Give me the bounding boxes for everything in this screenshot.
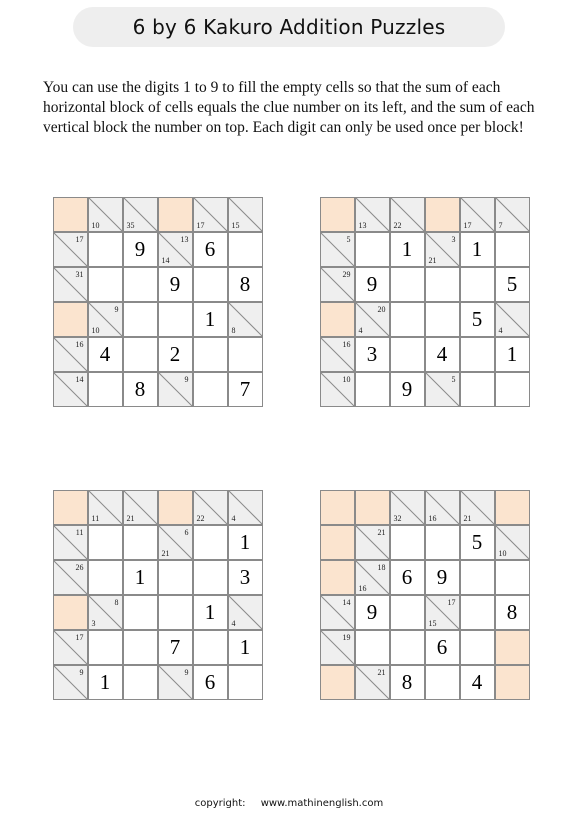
clue-cell	[320, 267, 355, 302]
entry-cell[interactable]	[460, 525, 495, 560]
down-clue: 21	[126, 513, 135, 523]
given-digit: 1	[134, 564, 146, 589]
down-clue: 15	[428, 618, 437, 628]
down-clue: 22	[196, 513, 205, 523]
entry-cell[interactable]	[355, 372, 390, 407]
entry-cell[interactable]	[158, 337, 193, 372]
entry-cell[interactable]	[88, 337, 123, 372]
kakuro-puzzle-4	[320, 490, 530, 700]
across-clue: 10	[342, 374, 351, 384]
down-clue: 7	[498, 220, 503, 230]
blank-cell	[495, 630, 530, 665]
across-clue: 19	[342, 632, 351, 642]
blank-cell	[53, 595, 88, 630]
across-clue: 29	[342, 269, 351, 279]
entry-cell[interactable]	[460, 267, 495, 302]
entry-cell[interactable]	[123, 665, 158, 700]
given-digit: 4	[436, 341, 448, 366]
given-digit: 9	[366, 599, 378, 624]
clue-cell	[88, 595, 123, 630]
given-digit: 7	[239, 376, 251, 401]
entry-cell[interactable]	[228, 232, 263, 267]
entry-cell[interactable]	[193, 302, 228, 337]
blank-cell	[320, 665, 355, 700]
clue-cell	[228, 490, 263, 525]
down-clue: 21	[463, 513, 472, 523]
entry-cell[interactable]	[228, 665, 263, 700]
clue-cell	[495, 525, 530, 560]
entry-cell[interactable]	[158, 267, 193, 302]
clue-cell	[193, 197, 228, 232]
entry-cell[interactable]	[495, 267, 530, 302]
clue-cell	[320, 232, 355, 267]
given-digit: 1	[239, 529, 251, 554]
given-digit: 2	[169, 341, 181, 366]
down-clue: 10	[498, 548, 507, 558]
down-clue: 16	[358, 583, 367, 593]
entry-cell[interactable]	[193, 372, 228, 407]
given-digit: 5	[471, 529, 483, 554]
entry-cell[interactable]	[460, 630, 495, 665]
kakuro-puzzle-2	[320, 197, 530, 407]
entry-cell[interactable]	[123, 302, 158, 337]
entry-cell[interactable]	[88, 372, 123, 407]
clue-cell	[123, 490, 158, 525]
down-clue: 4	[231, 618, 236, 628]
clue-cell	[158, 372, 193, 407]
across-clue: 16	[342, 339, 351, 349]
across-clue: 9	[114, 304, 119, 314]
across-clue: 5	[451, 374, 456, 384]
entry-cell[interactable]	[228, 630, 263, 665]
entry-cell[interactable]	[158, 302, 193, 337]
down-clue: 4	[498, 325, 503, 335]
entry-cell[interactable]	[88, 665, 123, 700]
blank-cell	[320, 560, 355, 595]
clue-cell	[355, 560, 390, 595]
down-clue: 15	[231, 220, 240, 230]
blank-cell	[53, 490, 88, 525]
entry-cell[interactable]	[460, 665, 495, 700]
clue-cell	[320, 595, 355, 630]
clue-cell	[53, 337, 88, 372]
entry-cell[interactable]	[390, 525, 425, 560]
down-clue: 21	[161, 548, 170, 558]
clue-cell	[228, 595, 263, 630]
entry-cell[interactable]	[390, 372, 425, 407]
entry-cell[interactable]	[88, 232, 123, 267]
across-clue: 21	[377, 667, 386, 677]
given-digit: 6	[401, 564, 413, 589]
blank-cell	[320, 525, 355, 560]
given-digit: 3	[366, 341, 378, 366]
entry-cell[interactable]	[228, 560, 263, 595]
clue-cell	[355, 525, 390, 560]
clue-cell	[425, 372, 460, 407]
blank-cell	[320, 490, 355, 525]
given-digit: 9	[366, 271, 378, 296]
given-digit: 1	[401, 236, 413, 261]
clue-cell	[193, 490, 228, 525]
kakuro-puzzle-3	[53, 490, 263, 700]
given-digit: 6	[204, 669, 216, 694]
given-digit: 1	[239, 634, 251, 659]
entry-cell[interactable]	[425, 337, 460, 372]
entry-cell[interactable]	[425, 267, 460, 302]
given-digit: 9	[401, 376, 413, 401]
entry-cell[interactable]	[88, 525, 123, 560]
entry-cell[interactable]	[460, 372, 495, 407]
clue-cell	[460, 197, 495, 232]
clue-cell	[355, 302, 390, 337]
entry-cell[interactable]	[193, 267, 228, 302]
given-digit: 1	[204, 306, 216, 331]
down-clue: 4	[231, 513, 236, 523]
given-digit: 6	[204, 236, 216, 261]
clue-cell	[390, 490, 425, 525]
given-digit: 1	[99, 669, 111, 694]
given-digit: 1	[506, 341, 518, 366]
clue-cell	[495, 197, 530, 232]
clue-cell	[320, 337, 355, 372]
entry-cell[interactable]	[158, 595, 193, 630]
entry-cell[interactable]	[355, 232, 390, 267]
blank-cell	[355, 490, 390, 525]
entry-cell[interactable]	[460, 232, 495, 267]
across-clue: 17	[75, 234, 84, 244]
entry-cell[interactable]	[193, 232, 228, 267]
blank-cell	[495, 490, 530, 525]
entry-cell[interactable]	[390, 560, 425, 595]
blank-cell	[495, 665, 530, 700]
entry-cell[interactable]	[425, 302, 460, 337]
down-clue: 11	[91, 513, 100, 523]
down-clue: 17	[196, 220, 205, 230]
down-clue: 22	[393, 220, 402, 230]
entry-cell[interactable]	[123, 337, 158, 372]
entry-cell[interactable]	[495, 372, 530, 407]
clue-cell	[228, 302, 263, 337]
entry-cell[interactable]	[390, 337, 425, 372]
given-digit: 4	[99, 341, 111, 366]
clue-cell	[320, 372, 355, 407]
entry-cell[interactable]	[193, 665, 228, 700]
across-clue: 9	[184, 374, 189, 384]
blank-cell	[53, 197, 88, 232]
kakuro-puzzle-1	[53, 197, 263, 407]
across-clue: 14	[75, 374, 84, 384]
blank-cell	[425, 197, 460, 232]
instructions-text: You can use the digits 1 to 9 to fill the empty cells so that the sum of each horizontal block of cells equals the clue number on its left, and the sum of each vertical block the number on top. Each digit can only be used once per block!	[43, 79, 535, 136]
entry-cell[interactable]	[193, 560, 228, 595]
entry-cell[interactable]	[460, 337, 495, 372]
given-digit: 7	[169, 634, 181, 659]
entry-cell[interactable]	[193, 337, 228, 372]
title-banner	[73, 7, 505, 47]
given-digit: 1	[471, 236, 483, 261]
entry-cell[interactable]	[460, 302, 495, 337]
across-clue: 6	[184, 527, 189, 537]
across-clue: 9	[79, 667, 84, 677]
across-clue: 26	[75, 562, 84, 572]
across-clue: 3	[451, 234, 456, 244]
down-clue: 35	[126, 220, 135, 230]
clue-cell	[425, 595, 460, 630]
across-clue: 16	[75, 339, 84, 349]
entry-cell[interactable]	[390, 630, 425, 665]
across-clue: 9	[184, 667, 189, 677]
across-clue: 11	[75, 527, 84, 537]
down-clue: 32	[393, 513, 402, 523]
down-clue: 14	[161, 255, 170, 265]
given-digit: 5	[471, 306, 483, 331]
clue-cell	[495, 302, 530, 337]
entry-cell[interactable]	[88, 267, 123, 302]
page-title: 6 by 6 Kakuro Addition Puzzles	[132, 15, 446, 39]
blank-cell	[320, 197, 355, 232]
entry-cell[interactable]	[228, 337, 263, 372]
blank-cell	[320, 302, 355, 337]
entry-cell[interactable]	[228, 525, 263, 560]
given-digit: 9	[436, 564, 448, 589]
clue-cell	[53, 267, 88, 302]
across-clue: 8	[114, 597, 119, 607]
clue-cell	[320, 630, 355, 665]
down-clue: 8	[231, 325, 236, 335]
clue-cell	[53, 372, 88, 407]
across-clue: 5	[346, 234, 351, 244]
clue-cell	[53, 525, 88, 560]
entry-cell[interactable]	[390, 595, 425, 630]
given-digit: 6	[436, 634, 448, 659]
entry-cell[interactable]	[123, 595, 158, 630]
entry-cell[interactable]	[495, 232, 530, 267]
entry-cell[interactable]	[355, 267, 390, 302]
clue-cell	[425, 232, 460, 267]
across-clue: 18	[377, 562, 386, 572]
entry-cell[interactable]	[495, 337, 530, 372]
down-clue: 17	[463, 220, 472, 230]
given-digit: 8	[134, 376, 146, 401]
entry-cell[interactable]	[425, 560, 460, 595]
clue-cell	[88, 197, 123, 232]
entry-cell[interactable]	[228, 372, 263, 407]
clue-cell	[158, 525, 193, 560]
across-clue: 20	[377, 304, 386, 314]
down-clue: 3	[91, 618, 96, 628]
clue-cell	[123, 197, 158, 232]
entry-cell[interactable]	[123, 560, 158, 595]
clue-cell	[53, 560, 88, 595]
clue-cell	[88, 490, 123, 525]
entry-cell[interactable]	[158, 560, 193, 595]
clue-cell	[355, 665, 390, 700]
entry-cell[interactable]	[158, 630, 193, 665]
given-digit: 4	[471, 669, 483, 694]
entry-cell[interactable]	[495, 560, 530, 595]
down-clue: 10	[91, 325, 100, 335]
clue-cell	[158, 665, 193, 700]
across-clue: 17	[447, 597, 456, 607]
given-digit: 8	[401, 669, 413, 694]
entry-cell[interactable]	[425, 665, 460, 700]
given-digit: 5	[506, 271, 518, 296]
entry-cell[interactable]	[390, 267, 425, 302]
entry-cell[interactable]	[460, 595, 495, 630]
given-digit: 1	[204, 599, 216, 624]
given-digit: 9	[134, 236, 146, 261]
entry-cell[interactable]	[228, 267, 263, 302]
entry-cell[interactable]	[425, 630, 460, 665]
footer	[0, 798, 578, 809]
entry-cell[interactable]	[460, 560, 495, 595]
entry-cell[interactable]	[123, 525, 158, 560]
entry-cell[interactable]	[193, 595, 228, 630]
across-clue: 13	[180, 234, 189, 244]
copyright-label: copyright:	[194, 798, 246, 809]
clue-cell	[53, 630, 88, 665]
clue-cell	[53, 665, 88, 700]
down-clue: 4	[358, 325, 363, 335]
across-clue: 17	[75, 632, 84, 642]
down-clue: 21	[428, 255, 437, 265]
entry-cell[interactable]	[193, 630, 228, 665]
entry-cell[interactable]	[390, 665, 425, 700]
entry-cell[interactable]	[355, 595, 390, 630]
entry-cell[interactable]	[355, 337, 390, 372]
down-clue: 13	[358, 220, 367, 230]
clue-cell	[228, 197, 263, 232]
clue-cell	[53, 232, 88, 267]
clue-cell	[460, 490, 495, 525]
clue-cell	[425, 490, 460, 525]
given-digit: 8	[239, 271, 251, 296]
across-clue: 14	[342, 597, 351, 607]
blank-cell	[158, 197, 193, 232]
entry-cell[interactable]	[495, 595, 530, 630]
clue-cell	[355, 197, 390, 232]
entry-cell[interactable]	[193, 525, 228, 560]
entry-cell[interactable]	[390, 232, 425, 267]
entry-cell[interactable]	[355, 630, 390, 665]
down-clue: 16	[428, 513, 437, 523]
entry-cell[interactable]	[88, 630, 123, 665]
website-link[interactable]: www.mathinenglish.com	[260, 798, 384, 809]
given-digit: 9	[169, 271, 181, 296]
blank-cell	[158, 490, 193, 525]
clue-cell	[390, 197, 425, 232]
entry-cell[interactable]	[88, 560, 123, 595]
entry-cell[interactable]	[390, 302, 425, 337]
entry-cell[interactable]	[123, 267, 158, 302]
clue-cell	[88, 302, 123, 337]
across-clue: 21	[377, 527, 386, 537]
given-digit: 3	[239, 564, 251, 589]
entry-cell[interactable]	[425, 525, 460, 560]
entry-cell[interactable]	[123, 630, 158, 665]
down-clue: 10	[91, 220, 100, 230]
entry-cell[interactable]	[123, 232, 158, 267]
across-clue: 31	[75, 269, 84, 279]
entry-cell[interactable]	[123, 372, 158, 407]
clue-cell	[158, 232, 193, 267]
given-digit: 8	[506, 599, 518, 624]
blank-cell	[53, 302, 88, 337]
